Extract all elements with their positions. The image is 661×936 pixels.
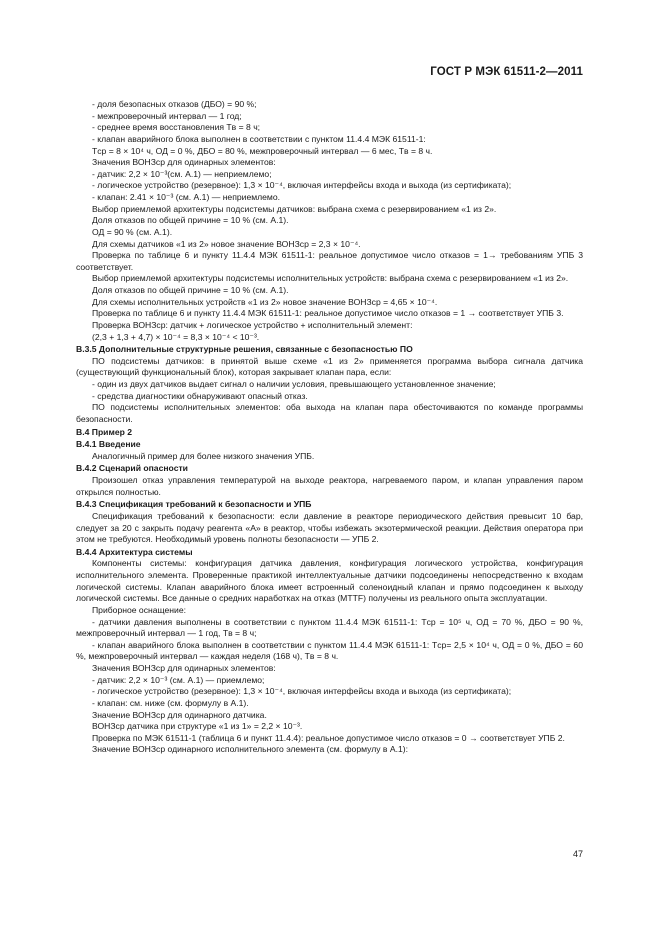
page-body [76, 99, 583, 756]
paragraph: - датчик: 2,2 × 10⁻³(см. А.1) — неприемлемо; [92, 168, 272, 179]
paragraph: Проверка по таблице 6 и пункту 11.4.4 МЭК 61511-1: реальное допустимое число отказов = 1→ требованиям УПБ 3 соответствует. [76, 250, 583, 272]
paragraph: Для схемы исполнительных устройств «1 из 2» новое значение ВОНЗср = 4,65 × 10⁻⁴. [92, 296, 438, 307]
paragraph: Спецификация требований к безопасности: если давление в реакторе периодического действия превысит 10 бар, следует за 20 с закрыть подачу реагента «А» в реактор, чтобы избежать экзотермической реакции. Действия оператора при этом не требуются. Необходимый уровень полноты безопасности — УПБ 2. [76, 510, 583, 545]
paragraph: ПО подсистемы исполнительных элементов: оба выхода на клапан пара обесточиваются по команде программы безопасности. [76, 402, 583, 424]
paragraph: Доля отказов по общей причине = 10 % (см. А.1). [92, 215, 289, 226]
paragraph: - один из двух датчиков выдает сигнал о наличии условия, превышающего установленное значение; [92, 379, 496, 389]
section-heading: В.3.5 Дополнительные структурные решения, связанные с безопасностью ПО [76, 344, 413, 355]
paragraph: - датчик: 2,2 × 10⁻³ (см. А.1) — приемлемо; [92, 674, 265, 685]
paragraph: Tср = 8 × 10⁴ ч, ОД = 0 %, ДБО = 80 %, межпроверочный интервал — 6 мес, Tв = 8 ч. [92, 145, 433, 156]
page-number: 47 [572, 849, 583, 859]
standard-header: ГОСТ Р МЭК 61511-2—2011 [430, 66, 583, 78]
paragraph: - среднее время восстановления Tв = 8 ч; [92, 122, 261, 133]
paragraph: Значение ВОНЗср одинарного исполнительного элемента (см. формулу в А.1): [92, 744, 409, 755]
paragraph: Значения ВОНЗср для одинарных элементов: [92, 663, 276, 673]
paragraph: - логическое устройство (резервное): 1,3 × 10⁻⁴, включая интерфейсы входа и выхода (из сертификата); [92, 180, 512, 191]
paragraph: - доля безопасных отказов (ДБО) = 90 %; [92, 99, 257, 109]
paragraph: Выбор приемлемой архитектуры подсистемы исполнительных устройств: выбрана схема с резервированием «1 из 2». [92, 273, 569, 284]
paragraph: Доля отказов по общей причине = 10 % (см. А.1). [92, 285, 289, 295]
paragraph: Произошел отказ управления температурой на выходе реактора, нагреваемого паром, и клапан управления паром открылся полностью. [76, 475, 583, 497]
paragraph: Проверка по МЭК 61511-1 (таблица 6 и пункт 11.4.4): реальное допустимое число отказов = 0 → соответствует УПБ 2. [92, 732, 565, 743]
paragraph: ОД = 90 % (см. А.1). [92, 226, 173, 237]
section-heading: В.4.2 Сценарий опасности [76, 463, 188, 474]
paragraph: Проверка ВОНЗср: датчик + логическое устройство + исполнительный элемент: [92, 319, 413, 330]
paragraph: Приборное оснащение: [92, 604, 186, 615]
paragraph: - межпроверочный интервал — 1 год; [92, 110, 242, 121]
paragraph: - клапан: 2.41 × 10⁻³ (см. А.1) — неприемлемо. [92, 192, 281, 202]
section-heading: В.4.1 Введение [76, 439, 141, 450]
paragraph: Выбор приемлемой архитектуры подсистемы датчиков: выбрана схема с резервированием «1 из 2». [92, 203, 497, 214]
paragraph: ПО подсистемы датчиков: в принятой выше схеме «1 из 2» применяется программа выбора сигнала датчика (существующий функциональный блок), которая закрывает клапан пара, если: [76, 355, 583, 378]
paragraph: Значения ВОНЗср для одинарных элементов: [92, 157, 276, 168]
paragraph: - клапан аварийного блока выполнен в соответствии с пунктом 11.4.4 МЭК 61511-1: Tср= 2,5 × 10⁴ ч, ОД = 0 %, ДБО = 60 %, межпроверочный интервал — каждая неделя (168 ч), Tв = 8 ч. [76, 639, 583, 662]
section-heading: В.4.4 Архитектура системы [76, 546, 193, 557]
paragraph: Компоненты системы: конфигурация датчика давления, конфигурация логического устройства, конфигурация исполнительного элемента. Проверенные практикой интеллектуальные датчики подсоединены непосредственно к входам логической системы. Клапан аварийного блока имеет встроенный соленоидный клапан и прямо подсоединен к выходу логической системы. Все данные о средних наработках на отказ (MTTF) получены из реального опыта эксплуатации. [76, 558, 583, 604]
section-heading: В.4 Пример 2 [76, 426, 133, 437]
paragraph: - средства диагностики обнаруживают опасный отказ. [92, 390, 308, 401]
paragraph: ВОНЗср датчика при структуре «1 из 1» = 2,2 × 10⁻³. [92, 721, 303, 732]
paragraph: - клапан аварийного блока выполнен в соответствии с пунктом 11.4.4 МЭК 61511-1: [92, 133, 426, 144]
paragraph: Значение ВОНЗср для одинарного датчика. [92, 709, 267, 720]
paragraph: Для схемы датчиков «1 из 2» новое значение ВОНЗср = 2,3 × 10⁻⁴. [92, 238, 361, 249]
paragraph: Аналогичный пример для более низкого значения УПБ. [92, 450, 315, 461]
section-heading: В.4.3 Спецификация требований к безопасности и УПБ [76, 499, 312, 510]
paragraph: - клапан: см. ниже (см. формулу в А.1). [92, 697, 249, 708]
paragraph: - логическое устройство (резервное): 1,3 × 10⁻⁴, включая интерфейсы входа и выхода (из сертификата); [92, 686, 512, 697]
paragraph: Проверка по таблице 6 и пункту 11.4.4 МЭК 61511-1: реальное допустимое число отказов = 1 → соответствует УПБ 3. [92, 308, 564, 319]
paragraph: (2,3 + 1,3 + 4,7) × 10⁻⁴ = 8,3 × 10⁻⁴ < 10⁻³. [92, 331, 260, 342]
paragraph: - датчики давления выполнены в соответствии с пунктом 11.4.4 МЭК 61511-1: Tср = 10⁵ ч, ОД = 70 %, ДБО = 90 %, межпроверочный интервал — 1 год, Tв = 8 ч; [76, 616, 583, 639]
